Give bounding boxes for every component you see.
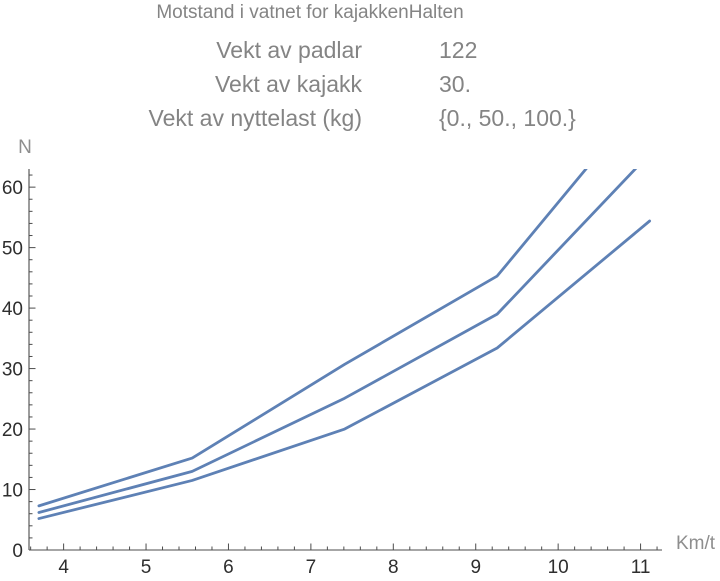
y-tick-label: 60 (1, 178, 23, 200)
x-axis-label: Km/t (676, 533, 716, 554)
param-value-kajakk: 30. (439, 71, 471, 97)
param-label-padlar: Vekt av padlar (216, 37, 362, 63)
x-tick-label: 11 (630, 557, 651, 578)
param-label-kajakk: Vekt av kajakk (214, 71, 362, 97)
y-tick-label: 20 (1, 420, 23, 442)
y-axis-label: N (18, 137, 32, 158)
x-tick-label: 7 (305, 557, 317, 578)
param-value-nyttelast: {0., 50., 100.} (439, 105, 576, 131)
chart-title: Motstand i vatnet for kajakkenHalten (156, 2, 464, 23)
y-tick-label: 30 (1, 359, 23, 381)
x-tick-label: 5 (140, 557, 152, 578)
y-tick-label: 10 (1, 480, 23, 502)
x-tick-label: 6 (223, 557, 234, 578)
x-tick-label: 4 (58, 557, 69, 578)
x-tick-label: 10 (547, 557, 569, 578)
series-line-1 (39, 154, 650, 513)
y-tick-label: 50 (1, 238, 23, 260)
param-value-padlar: 122 (439, 37, 478, 63)
y-tick-label: 0 (12, 541, 23, 562)
x-tick-label: 9 (470, 557, 482, 578)
param-label-nyttelast: Vekt av nyttelast (kg) (148, 105, 362, 131)
y-tick-label: 40 (1, 299, 23, 321)
x-tick-label: 8 (388, 557, 399, 578)
series-line-2 (39, 221, 650, 519)
